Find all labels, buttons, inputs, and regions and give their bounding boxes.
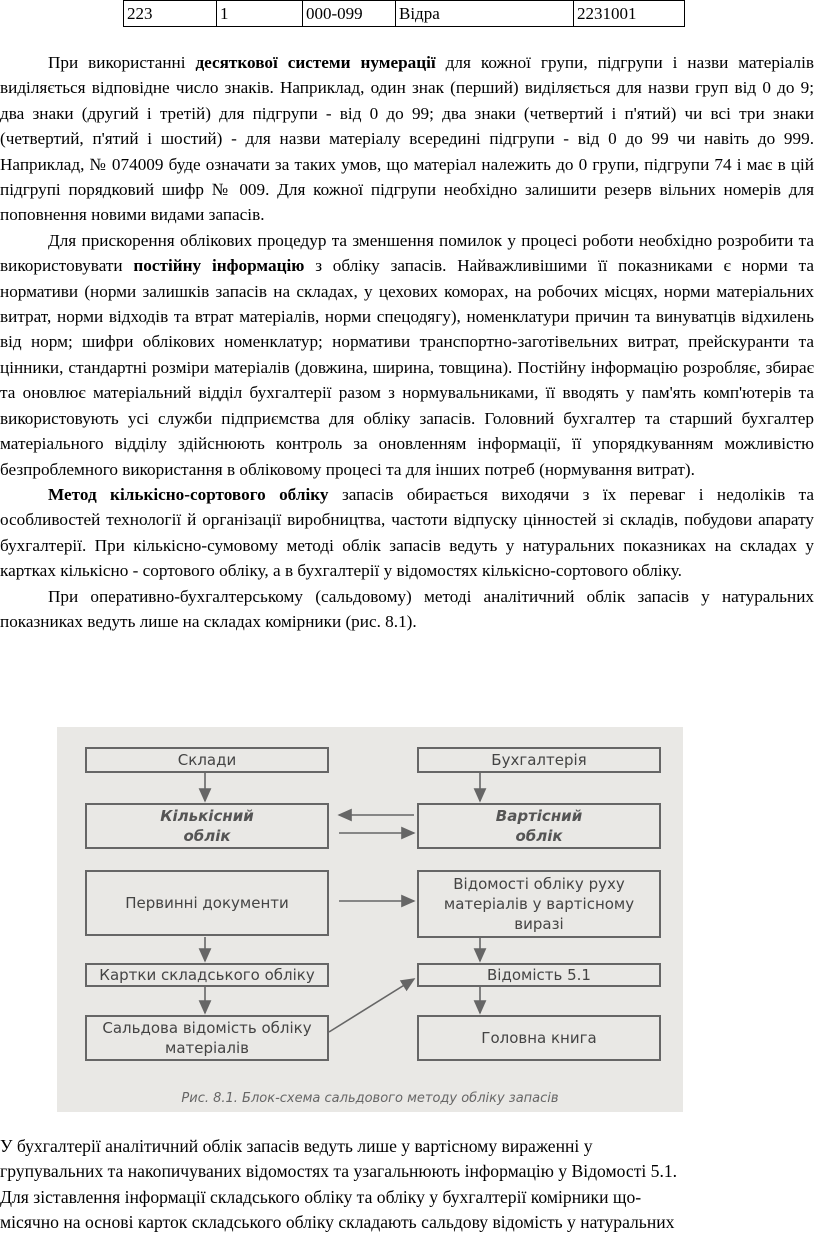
box-saldova-vidomist — [85, 1015, 329, 1061]
box-label: Картки складського обліку — [99, 966, 315, 984]
table-row — [124, 1, 685, 27]
box-label: Відомості обліку руху — [453, 875, 625, 893]
box-vidomist-5-1 — [417, 963, 661, 987]
text-run: Для прискорення облікових процедур та зменшення помилок у процесі роботи необхідно розробити та використовувати — [0, 230, 814, 276]
figure-caption: Рис. 8.1. Блок-схема сальдового методу обліку запасів — [181, 1091, 559, 1106]
box-label: матеріалів — [165, 1039, 249, 1057]
text-line: Для зіставлення інформації складського обліку та обліку у бухгалтерії комірники що- — [0, 1186, 642, 1207]
body-text — [0, 50, 814, 634]
box-pervinni-dokumenty — [85, 870, 329, 936]
box-label: Бухгалтерія — [491, 751, 587, 769]
table-cell: 2231001 — [574, 1, 685, 27]
text-run: з обліку запасів. Найважливішими її показниками є норми та нормативи (норми залишків запасів на складах, у цехових коморах, на робочих місцях, норми матеріальних витрат, норми відходів та втрат матеріалів, норми спецодягу), номенклатури причин та винуватців відхилень від норм; шифри облікових номенклатур; нормативи транспортно-заготівельних витрат, прейскуранти та цінники, стандартні розміри матеріалів (довжина, ширина, товщина). Постійну інформацію розробляє, збирає та оновлює матеріальний відділ бухгалтерії разом з нормувальниками, її вводять у пам'ять комп'ютерів та використовують усі служби підприємства для обліку запасів. Головний бухгалтер та старший бухгалтер матеріального відділу здійснюють контроль за оновленням інформації, її упорядкуванням можливістю безпроблемного використання в обліковому процесі та для інших потреб (нормування витрат). — [0, 256, 814, 479]
box-label: Головна книга — [481, 1029, 597, 1047]
box-golovna-knyga — [417, 1015, 661, 1061]
box-bukhgalteria — [417, 747, 661, 773]
box-vartisnyi-oblik — [417, 803, 661, 849]
text-run: При використанні — [48, 53, 196, 72]
box-label: Склади — [177, 751, 237, 769]
box-label: матеріалів у вартісному — [443, 895, 635, 913]
box-kilkisnyi-oblik — [85, 803, 329, 849]
text-line: місячно на основі карток складського обліку складають сальдову відомість у натуральних — [0, 1212, 675, 1233]
block-diagram — [57, 727, 683, 1112]
paragraph-quantity-method — [0, 482, 814, 584]
text-run: для кожної групи, підгрупи і назви матеріалів виділяється відповідне число знаків. Наприклад, один знак (перший) виділяється для назви груп від 0 до 9; два знаки (другий і третій) для підгрупи - від 0 до 99; два знаки (четвертий і п'ятий) чи всі три знаки (четвертий, п'ятий і шостий) - для назви матеріалу всередині підгрупи - від 0 до 99 чи навіть до 999. Наприклад, № 074009 буде означати за таких умов, що матеріал належить до 0 групи, підгрупи 74 і має в цій підгрупі порядковий шифр № 009. Для кожної підгрупи необхідно залишити резерв вільних номерів для поповнення новими видами запасів. — [0, 53, 814, 225]
bold-term: десяткової системи нумерації — [195, 53, 436, 72]
bold-term: постійну інформацію — [133, 256, 305, 276]
box-label: виразі — [514, 915, 564, 933]
materials-code-table — [123, 0, 685, 27]
box-label: Вартісний — [495, 807, 583, 825]
bold-term: Метод кількісно-сортового обліку — [48, 484, 329, 504]
box-sklady — [85, 747, 329, 773]
box-label: облік — [183, 827, 231, 845]
box-kartky-skladskogo — [85, 963, 329, 987]
box-label: Первинні документи — [125, 894, 289, 912]
paragraph-decimal-system — [0, 50, 814, 228]
box-label: облік — [515, 827, 563, 845]
arrow-saldova-to-51 — [329, 979, 414, 1032]
box-label: Сальдова відомість обліку — [102, 1019, 312, 1037]
table-cell: Відра — [396, 1, 574, 27]
text-line: групувальних та накопичуваних відомостях та узагальнюють інформацію у Відомості 5.1. — [0, 1161, 678, 1182]
box-label: Кількісний — [160, 807, 254, 825]
box-label: Відомість 5.1 — [487, 966, 591, 984]
table-cell: 1 — [217, 1, 303, 27]
text-line: У бухгалтерії аналітичний облік запасів ведуть лише у вартісному вираженні у — [0, 1136, 593, 1156]
table-cell: 223 — [124, 1, 217, 27]
text-run: запасів обирається виходячи з їх переваг і недоліків та особливостей технології й організації виробництва, частоти відпуску цінностей зі складів, побудови апарату бухгалтерії. При кількісно-сумовому методі облік запасів ведуть у натуральних показниках на складах у картках кількісно - сортового обліку, а в бухгалтерії у відомостях кількісно-сортового обліку. — [0, 484, 814, 581]
table-cell: 000-099 — [303, 1, 396, 27]
box-vidomosti-obliku — [417, 870, 661, 938]
paragraph-constant-info — [0, 228, 814, 482]
bottom-text — [0, 1134, 816, 1236]
paragraph-saldo-method: При оперативно-бухгалтерському (сальдовому) методі аналітичний облік запасів у натуральних показниках ведуть лише на складах комірники (рис. 8.1). — [0, 586, 814, 631]
